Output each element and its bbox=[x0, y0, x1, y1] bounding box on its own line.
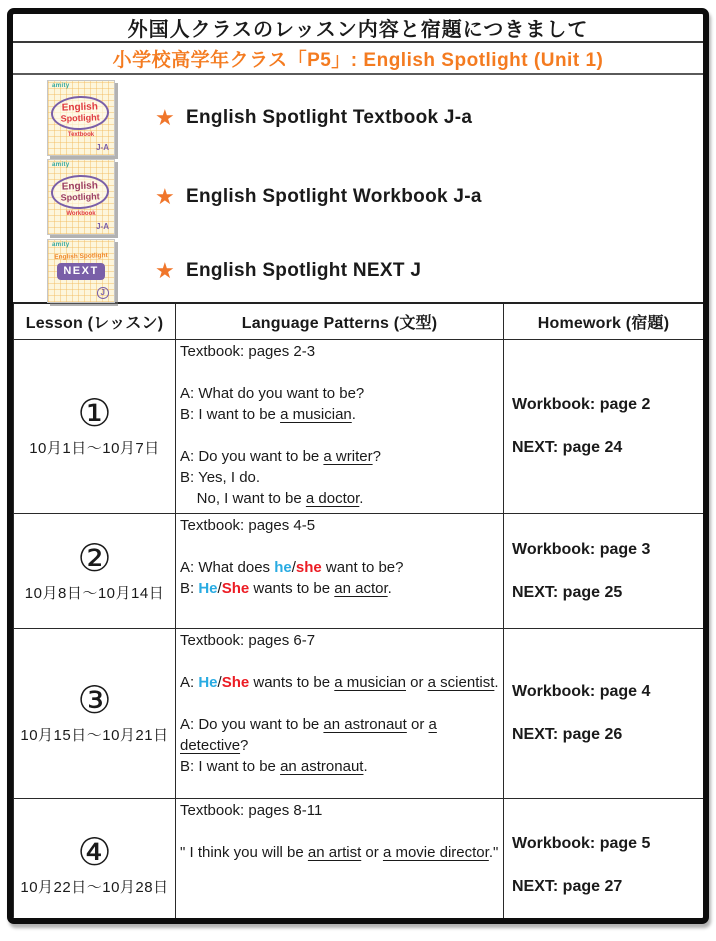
amity-logo: amity bbox=[52, 241, 70, 248]
book-label-textbook bbox=[155, 107, 472, 129]
cover-title-line2: Spotlight bbox=[60, 111, 100, 124]
cover-title-line1: English bbox=[61, 101, 99, 114]
book-label-text: English Spotlight Workbook J-a bbox=[186, 186, 482, 207]
table-row bbox=[14, 340, 704, 514]
table-row bbox=[14, 799, 704, 925]
lesson-number: ② bbox=[77, 537, 112, 580]
book-label-workbook bbox=[155, 186, 482, 208]
book-row-next bbox=[13, 236, 703, 305]
amity-logo: amity bbox=[52, 162, 70, 168]
star-icon: ★ bbox=[155, 105, 176, 130]
star-icon: ★ bbox=[155, 184, 176, 209]
header-language-patterns: Language Patterns (文型) bbox=[176, 303, 504, 340]
book-row-textbook bbox=[13, 78, 703, 158]
star-icon: ★ bbox=[155, 257, 176, 283]
lesson-number: ① bbox=[77, 393, 112, 435]
cover-title-line2: Spotlight bbox=[60, 190, 100, 203]
cover-level-code: J-A bbox=[96, 222, 109, 231]
lesson-dates: 10月15日～10月21日 bbox=[20, 727, 169, 744]
lesson-number: ③ bbox=[77, 680, 112, 722]
homework-cell: Workbook: page 5 NEXT: page 27 bbox=[504, 799, 704, 925]
lesson-cell bbox=[14, 514, 176, 629]
homework-cell: Workbook: page 2 NEXT: page 24 bbox=[504, 340, 704, 514]
cover-title-line1: English bbox=[61, 180, 99, 193]
next-badge: NEXT bbox=[57, 263, 105, 280]
lesson-schedule-table bbox=[13, 302, 704, 924]
book-list bbox=[13, 75, 703, 302]
lesson-cell bbox=[14, 340, 176, 514]
table-row bbox=[14, 629, 704, 799]
header-lesson: Lesson (レッスン) bbox=[14, 303, 176, 340]
cover-level-code: J bbox=[97, 287, 109, 299]
book-label-next bbox=[155, 257, 422, 283]
lesson-number: ④ bbox=[77, 832, 112, 874]
lesson-cell bbox=[14, 629, 176, 799]
cover-subtitle: Textbook bbox=[67, 132, 95, 138]
table-row bbox=[14, 514, 704, 629]
document-sheet bbox=[7, 8, 709, 924]
cover-oval bbox=[50, 174, 109, 210]
amity-logo: amity bbox=[52, 83, 70, 89]
homework-cell: Workbook: page 4 NEXT: page 26 bbox=[504, 629, 704, 799]
language-patterns-cell: Textbook: pages 8-11 " I think you will be an artist or a movie director." bbox=[176, 799, 504, 925]
lesson-cell bbox=[14, 799, 176, 925]
cover-oval bbox=[50, 95, 109, 131]
book-row-workbook bbox=[13, 158, 703, 236]
language-patterns-cell: Textbook: pages 6-7 A: He/She wants to be a musician or a scientist. A: Do you want to be an astronaut or a detective? B: I want to be an astronaut. bbox=[176, 629, 504, 799]
homework-cell: Workbook: page 3 NEXT: page 25 bbox=[504, 514, 704, 629]
lesson-dates: 10月22日～10月28日 bbox=[20, 879, 169, 896]
table-header-row bbox=[14, 303, 704, 340]
book-cover-workbook bbox=[47, 159, 115, 235]
book-cover-next bbox=[47, 239, 115, 303]
language-patterns-cell: Textbook: pages 2-3 A: What do you want to be? B: I want to be a musician. A: Do you want to be a writer? B: Yes, I do. No, I want to be a doctor. bbox=[176, 340, 504, 514]
cover-series-title: English Spotlight bbox=[54, 251, 108, 261]
lesson-dates: 10月8日～10月14日 bbox=[24, 584, 165, 602]
lesson-dates: 10月1日～10月7日 bbox=[29, 440, 160, 457]
page-title: 外国人クラスのレッスン内容と宿題につきまして bbox=[13, 14, 703, 43]
page-subtitle: 小学校高学年クラス「P5」: English Spotlight (Unit 1) bbox=[13, 43, 703, 75]
cover-subtitle: Workbook bbox=[66, 211, 96, 217]
book-label-text: English Spotlight Textbook J-a bbox=[186, 107, 473, 128]
book-label-text: English Spotlight NEXT J bbox=[186, 259, 422, 281]
book-cover-textbook bbox=[47, 80, 115, 156]
header-homework: Homework (宿題) bbox=[504, 303, 704, 340]
language-patterns-cell: Textbook: pages 4-5 A: What does he/she want to be? B: He/She wants to be an actor. bbox=[176, 514, 504, 629]
cover-level-code: J-A bbox=[96, 143, 109, 152]
